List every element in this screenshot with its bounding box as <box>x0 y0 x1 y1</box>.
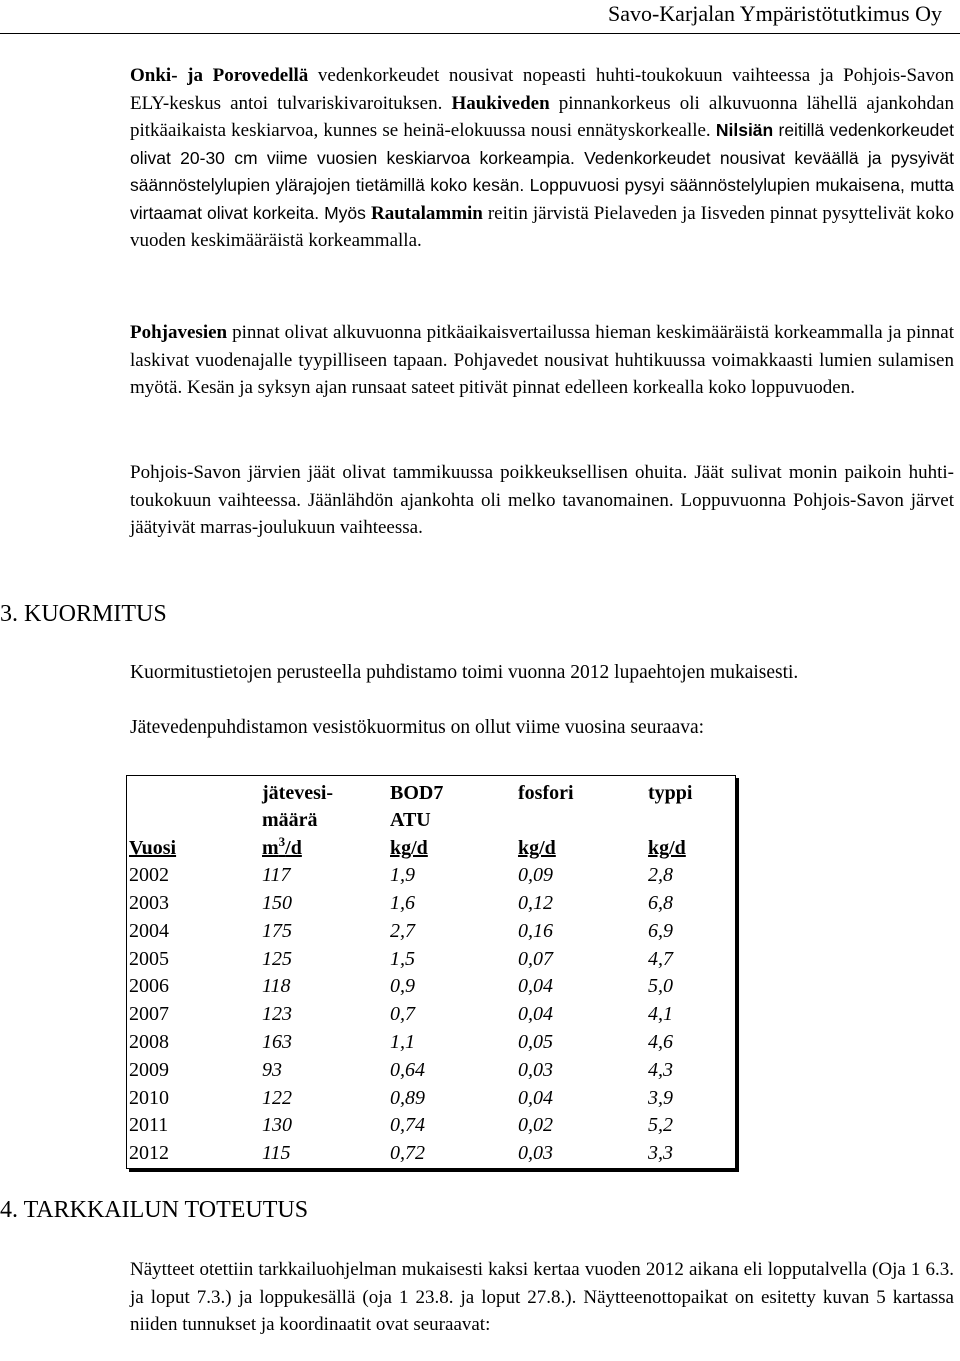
value-cell: 118 <box>262 975 291 998</box>
value-cell: 2,7 <box>390 919 415 942</box>
text-segment: Rautalammin <box>370 202 483 224</box>
load-intro-text: Jätevedenpuhdistamon vesistökuormitus on ollut viime vuosina seuraava: <box>130 717 705 738</box>
header-cell: ATU <box>390 809 431 831</box>
value-cell: 125 <box>262 947 292 970</box>
text-segment: Näytteet otettiin tarkkailuohjelman mukaisesti kaksi kertaa vuoden 2012 aikana eli lopputalvella (Oja 1 6.3. ja loput 7.3.) ja loppukesällä (oja 1 23.8. ja loput 27.8.). Näytteenottopaikat on esitetty kuvan 5 kartassa niiden tunnukset ja koordinaatit ovat seuraavat: <box>130 1259 954 1335</box>
value-cell: 5,2 <box>648 1114 673 1137</box>
header-cell: kg/d <box>390 836 428 859</box>
table-row <box>129 943 733 971</box>
value-cell: 0,89 <box>390 1086 425 1109</box>
table-units-row <box>129 832 733 860</box>
value-cell: 0,04 <box>518 975 553 998</box>
value-cell: 123 <box>262 1003 292 1026</box>
text-segment: pinnankorkeus oli alkuvuonna lähellä ajankohdan pitkäaikaista keskiarvoa, kunnes se heinä-elokuussa nousi ennätyskorkealle. <box>130 92 954 141</box>
value-cell: 0,09 <box>518 864 553 887</box>
header-cell <box>129 777 262 805</box>
value-cell: 3,3 <box>648 1142 673 1165</box>
value-cell: 130 <box>262 1114 292 1137</box>
table-row <box>129 860 733 888</box>
year-cell: 2009 <box>129 1058 169 1081</box>
table-row <box>129 1110 733 1138</box>
value-cell: 150 <box>262 892 292 915</box>
sampling-paragraph <box>130 1256 954 1339</box>
wastewater-load-table <box>129 777 733 1165</box>
groundwater-paragraph <box>130 319 954 402</box>
text-segment: Pohjois-Savon järvien jäät olivat tammikuussa poikkeuksellisen ohuita. Jäät sulivat monin paikoin huhti- toukokuun vaihteessa. Jäänlähdön ajankohta oli melko tavanomainen. Loppuvuonna Pohjois-Savon järvet jäätyivät marras-joulukuun vaihteessa. <box>130 462 954 538</box>
table-row <box>129 1082 733 1110</box>
load-compliance-text: Kuormitustietojen perusteella puhdistamo toimi vuonna 2012 lupaehtojen mukaisesti. <box>130 662 799 683</box>
header-cell: BOD7 <box>390 781 444 804</box>
value-cell: 0,72 <box>390 1142 425 1165</box>
value-cell: 0,03 <box>518 1142 553 1165</box>
header-cell: fosfori <box>518 781 574 804</box>
page-header <box>0 0 960 34</box>
year-cell: 2010 <box>129 1086 169 1109</box>
text-segment: reitin järvistä Pielaveden ja Iisveden pinnat pysyttelivät koko vuoden keskimääräistä korkeammalla. <box>130 202 955 251</box>
section-3-heading: 3. KUORMITUS <box>0 601 167 627</box>
value-cell: 0,04 <box>518 1086 553 1109</box>
value-cell: 5,0 <box>648 975 673 998</box>
table-row <box>129 998 733 1026</box>
header-cell <box>648 805 733 833</box>
value-cell: 163 <box>262 1031 292 1054</box>
text-segment: reitillä vedenkorkeudet olivat 20-30 cm viime vuosien keskiarvoa korkeampia. Vedenkorkeudet nousivat keväällä ja pysyivät säännöstelylupien ylärajojen tietämillä koko kesän. Loppuvuosi pysyi säännöstelylupien mukaisena, mutta virtaamat olivat korkeita. Myös <box>130 120 955 223</box>
header-cell-year: Vuosi <box>129 836 177 859</box>
value-cell: 0,03 <box>518 1058 553 1081</box>
value-cell: 115 <box>262 1142 291 1165</box>
text-segment: Onki- ja Porovedellä <box>130 65 309 86</box>
value-cell: 1,5 <box>390 947 415 970</box>
value-cell: 0,04 <box>518 1003 553 1026</box>
header-cell: jätevesi- <box>262 781 334 804</box>
value-cell: 1,1 <box>390 1031 415 1054</box>
header-cell-volume-unit: $m^3/d$ <box>262 833 302 859</box>
year-cell: 2004 <box>129 919 169 942</box>
organization-name: Savo-Karjalan Ympäristötutkimus Oy <box>607 1 942 26</box>
table-header-row <box>129 777 733 805</box>
year-cell: 2002 <box>129 864 169 887</box>
lake-ice-paragraph <box>130 459 954 542</box>
table-row <box>129 887 733 915</box>
text-segment: pinnat olivat alkuvuonna pitkäaikaisvertailussa hieman keskimääräistä korkeammalla ja pinnat laskivat vuodenajalle tyypilliseen tapaan. Pohjavedet nousivat huhtikuussa voimakkaasti lumien sulamisen myötä. Kesän ja syksyn ajan runsaat sateet pitivät pinnat edelleen korkealla koko loppuvuoden. <box>130 322 954 398</box>
value-cell: 4,1 <box>648 1003 673 1026</box>
value-cell: 117 <box>262 864 291 887</box>
value-cell: 0,12 <box>518 892 553 915</box>
text-segment: Haukiveden <box>451 92 550 114</box>
table-row <box>129 915 733 943</box>
table-header-row <box>129 805 733 833</box>
year-cell: 2012 <box>129 1142 169 1165</box>
section-4-heading: 4. TARKKAILUN TOTEUTUS <box>0 1197 309 1223</box>
value-cell: 0,64 <box>390 1058 425 1081</box>
value-cell: 0,7 <box>390 1003 415 1026</box>
header-cell: kg/d <box>648 836 686 859</box>
value-cell: 0,02 <box>518 1114 553 1137</box>
value-cell: 1,9 <box>390 864 415 887</box>
value-cell: 3,9 <box>648 1086 673 1109</box>
text-segment: Pohjavesien <box>130 322 228 343</box>
value-cell: 93 <box>262 1058 282 1081</box>
value-cell: 4,6 <box>648 1031 673 1054</box>
year-cell: 2011 <box>129 1114 169 1137</box>
header-cell <box>129 805 262 833</box>
header-cell: typpi <box>648 781 693 804</box>
value-cell: 175 <box>262 919 292 942</box>
text-segment: vedenkorkeudet nousivat nopeasti huhti-toukokuun vaihteessa ja Pohjois-Savon ELY-keskus antoi tulvariskivaroituksen. <box>130 65 954 114</box>
table-row <box>129 971 733 999</box>
water-level-paragraph <box>130 62 954 255</box>
value-cell: 0,16 <box>518 919 553 942</box>
year-cell: 2006 <box>129 975 169 998</box>
table-row <box>129 1026 733 1054</box>
value-cell: 4,3 <box>648 1058 673 1081</box>
value-cell: 0,9 <box>390 975 415 998</box>
value-cell: 0,07 <box>518 947 553 970</box>
year-cell: 2003 <box>129 892 169 915</box>
table-row <box>129 1137 733 1165</box>
year-cell: 2008 <box>129 1031 169 1054</box>
value-cell: 2,8 <box>648 864 673 887</box>
header-cell <box>518 805 648 833</box>
text-segment: Nilsiän <box>715 120 774 140</box>
value-cell: 0,74 <box>390 1114 425 1137</box>
value-cell: 122 <box>262 1086 292 1109</box>
value-cell: 4,7 <box>648 947 673 970</box>
header-cell: määrä <box>262 809 318 831</box>
year-cell: 2007 <box>129 1003 169 1026</box>
value-cell: 6,9 <box>648 919 673 942</box>
value-cell: 0,05 <box>518 1031 553 1054</box>
year-cell: 2005 <box>129 947 169 970</box>
table-row <box>129 1054 733 1082</box>
value-cell: 1,6 <box>390 892 415 915</box>
value-cell: 6,8 <box>648 892 673 915</box>
header-cell: kg/d <box>518 836 556 859</box>
